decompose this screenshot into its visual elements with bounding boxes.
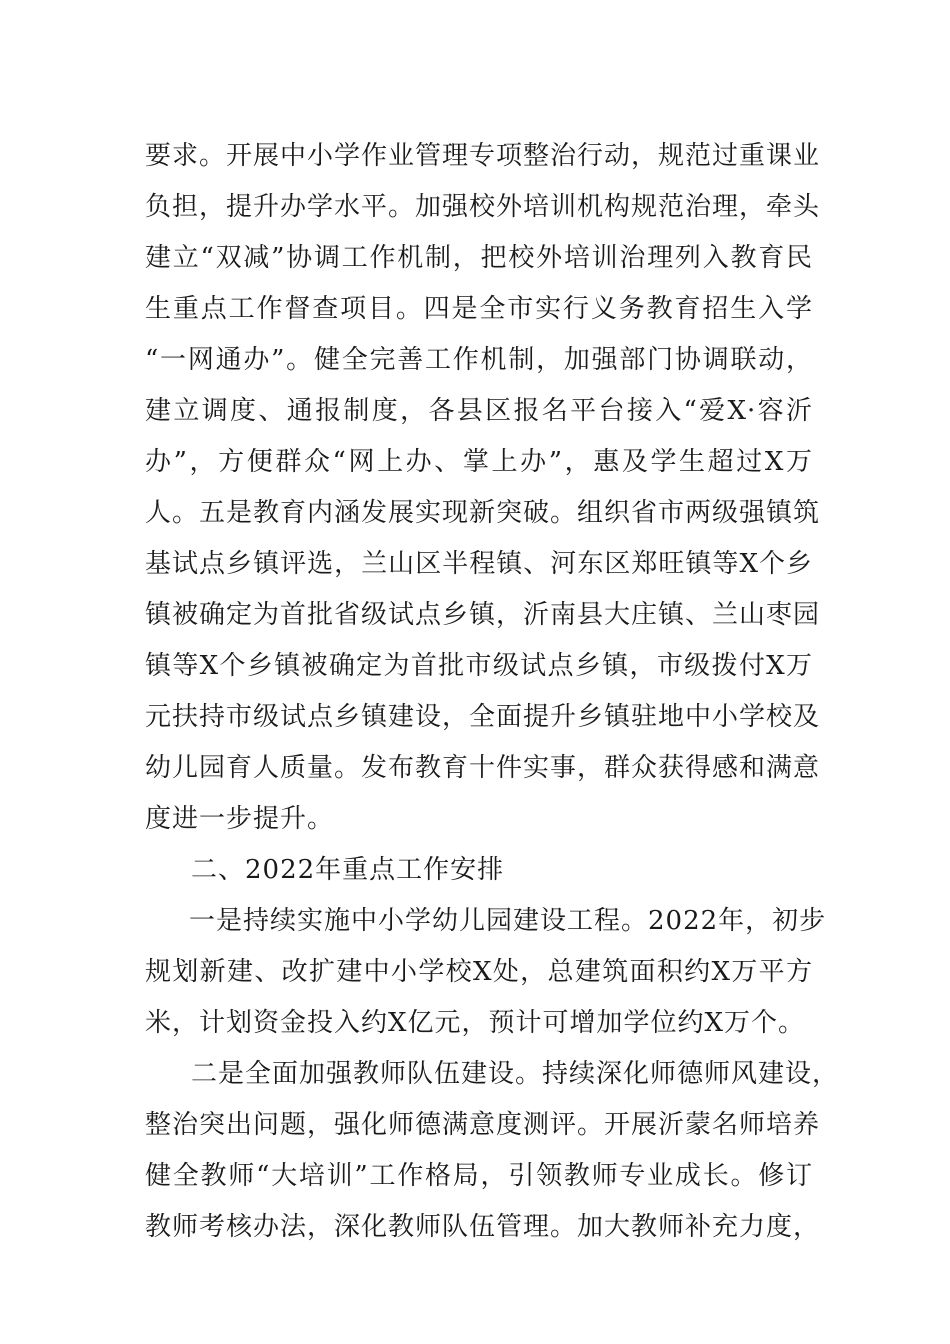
paragraph-line: 健全教师“大培训”工作格局，引领教师专业成长。修订 xyxy=(145,1161,813,1191)
paragraph-line: 办”，方便群众“网上办、掌上办”，惠及学生超过X万 xyxy=(145,447,813,477)
paragraph-line: 度进一步提升。 xyxy=(145,804,335,834)
paragraph-line: 人。五是教育内涵发展实现新突破。组织省市两级强镇筑 xyxy=(145,498,821,528)
paragraph-line: 负担，提升办学水平。加强校外培训机构规范治理，牵头 xyxy=(145,192,821,222)
paragraph-line: “一网通办”。健全完善工作机制，加强部门协调联动， xyxy=(145,345,813,375)
paragraph-line: 元扶持市级试点乡镇建设，全面提升乡镇驻地中小学校及 xyxy=(145,702,821,732)
paragraph-line: 要求。开展中小学作业管理专项整治行动，规范过重课业 xyxy=(145,141,821,171)
paragraph-line: 基试点乡镇评选，兰山区半程镇、河东区郑旺镇等X个乡 xyxy=(145,549,813,579)
section-heading: 二、2022年重点工作安排 xyxy=(191,855,505,885)
paragraph-line: 教师考核办法，深化教师队伍管理。加大教师补充力度， xyxy=(145,1212,821,1242)
paragraph-line: 镇等X个乡镇被确定为首批市级试点乡镇，市级拨付X万 xyxy=(145,651,813,681)
paragraph-line: 二是全面加强教师队伍建设。持续深化师德师风建设， xyxy=(191,1059,840,1089)
paragraph-line: 一是持续实施中小学幼儿园建设工程。2022年，初步 xyxy=(189,906,827,936)
document-body xyxy=(145,131,840,1253)
paragraph-line: 规划新建、改扩建中小学校X处，总建筑面积约X万平方 xyxy=(145,957,813,987)
paragraph-line: 米，计划资金投入约X亿元，预计可增加学位约X万个。 xyxy=(145,1008,806,1038)
paragraph-line: 建立“双减”协调工作机制，把校外培训治理列入教育民 xyxy=(145,243,813,273)
paragraph-line: 整治突出问题，强化师德满意度测评。开展沂蒙名师培养 xyxy=(145,1110,821,1140)
paragraph-line: 建立调度、通报制度，各县区报名平台接入“爱X·容沂 xyxy=(145,396,813,426)
paragraph-line: 镇被确定为首批省级试点乡镇，沂南县大庄镇、兰山枣园 xyxy=(145,600,821,630)
paragraph-line: 幼儿园育人质量。发布教育十件实事，群众获得感和满意 xyxy=(145,753,821,783)
paragraph-line: 生重点工作督查项目。四是全市实行义务教育招生入学 xyxy=(145,294,813,324)
